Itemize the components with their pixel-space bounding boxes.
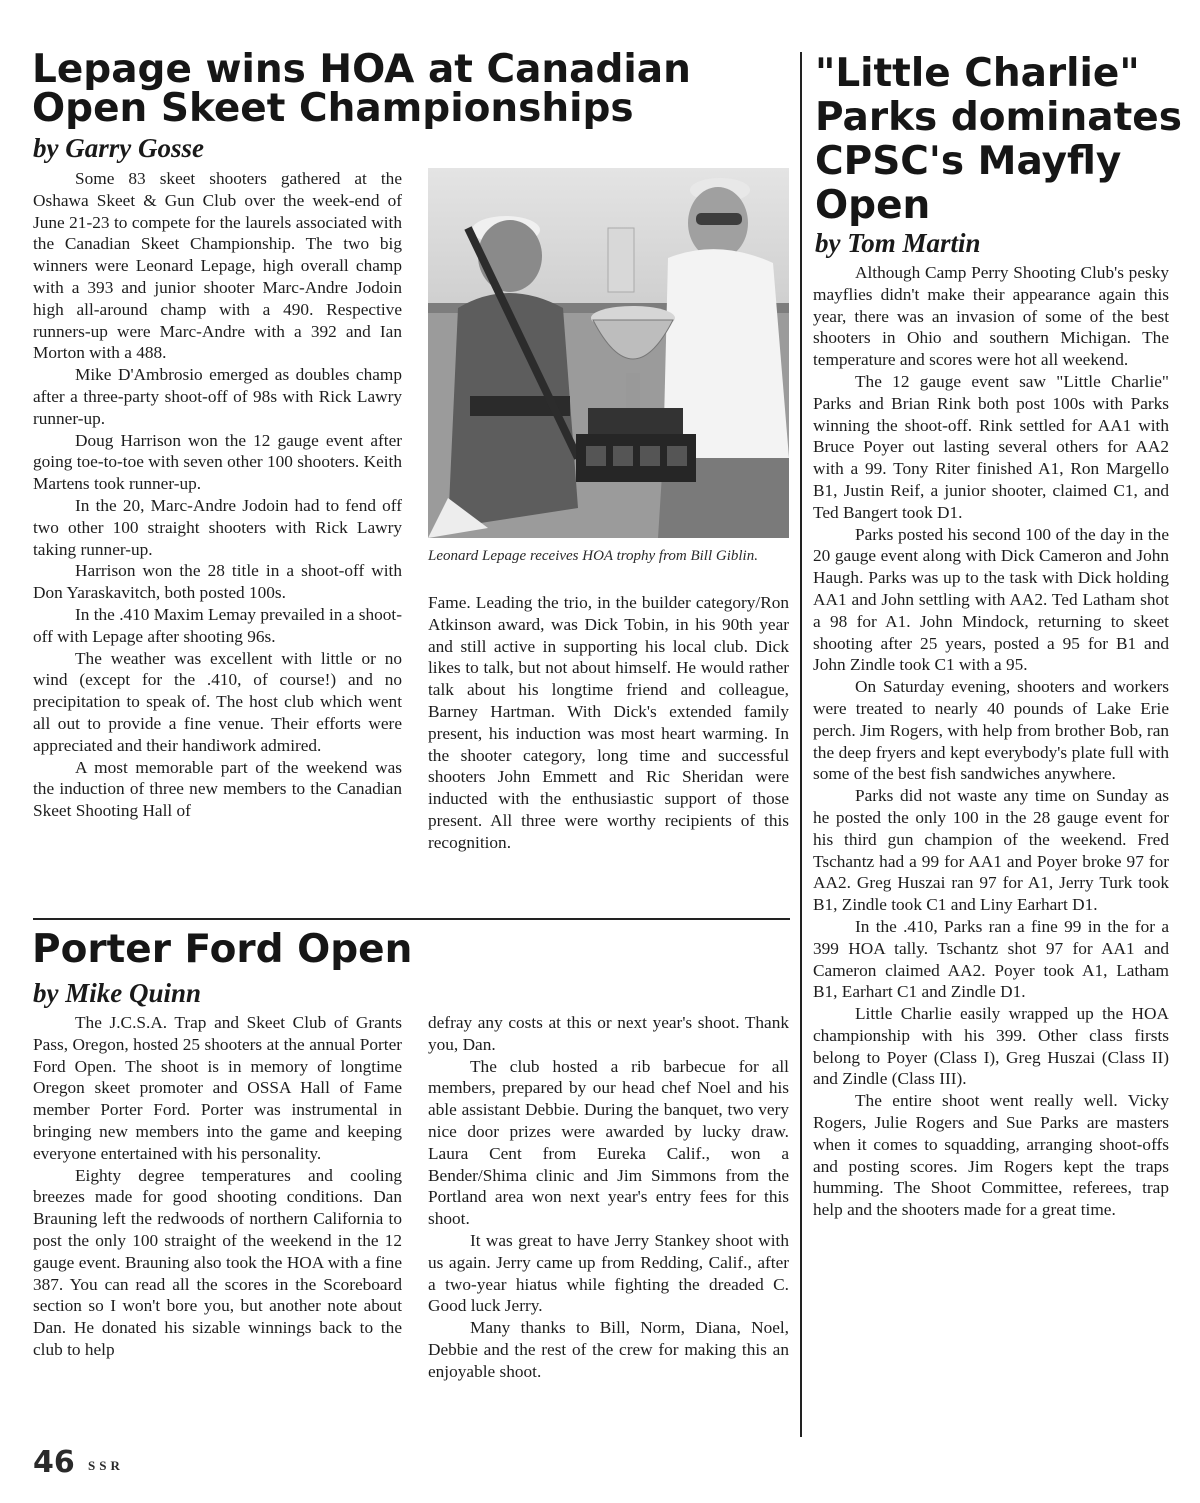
article3-column xyxy=(813,262,1169,1221)
article3-paragraph: The 12 gauge event saw "Little Charlie" Parks and Brian Rink both post 100s with Parks winning the shoot-off. Rink settled for AA1 with Bruce Poyer out lasting several others for AA2 with a 99. Tony Riter finished A1, Ron Margello B1, Justin Reif, a junior shooter, claimed C1, and Ted Bangert took D1. xyxy=(813,371,1169,522)
article3-paragraph: Little Charlie easily wrapped up the HOA championship with his 399. Other class firsts belong to Poyer (Class I), Greg Huszai (Class II) and Zindle (Class III). xyxy=(813,1004,1169,1089)
article2-paragraph: The club hosted a rib barbecue for all members, prepared by our head chef Noel and his able assistant Debbie. During the banquet, two very nice door prizes were awarded by lucky draw. Laura Cent from Eureka Calif., won a Bender/Shima clinic and Jim Simmons from the Portland area won next year's entry fees for this shoot. xyxy=(428,1056,789,1229)
article1-byline: by Garry Gosse xyxy=(33,133,204,163)
page-number: 46 xyxy=(33,1445,75,1480)
article1-paragraph: Fame. Leading the trio, in the builder category/Ron Atkinson award, was Dick Tobin, in his 90th year and still active in supporting his local club. Dick likes to talk, but not about himself. He would rather talk about his longtime friend and colleague, Barney Hartman. With Dick's extended family present, his induction was most heart warming. In the shooter category, long time and successful shooters John Emmett and Ric Sheridan were inducted with the enthusiastic support of those present. All three were worthy recipients of this recognition. xyxy=(428,593,789,852)
article2-column-1 xyxy=(33,1012,402,1361)
article1-column-1 xyxy=(33,168,402,822)
article-divider xyxy=(33,918,790,920)
article2-column-2 xyxy=(428,1012,789,1383)
article3-byline: by Tom Martin xyxy=(815,228,981,258)
article3-headline-line: Parks dominates xyxy=(815,95,1182,140)
photo-caption: Leonard Lepage receives HOA trophy from Bill Giblin. xyxy=(428,548,758,564)
article1-headline xyxy=(32,47,792,131)
article1-headline-line2: Open Skeet Championships xyxy=(32,86,634,131)
article2-paragraph: Eighty degree temperatures and cooling breezes made for good shooting conditions. Dan Brauning left the redwoods of northern California to post the only 100 straight of the weekend in the 12 gauge event. Brauning also took the HOA with a fine 387. You can read all the scores in the Scoreboard section so I won't bore you, but another note about Dan. He donated his sizable winnings back to the club to help xyxy=(33,1165,402,1359)
article3-headline-line: Open xyxy=(815,183,931,228)
article2-paragraph: It was great to have Jerry Stankey shoot with us again. Jerry came up from Redding, Calif., after a two-year hiatus while fighting the dreaded C. Good luck Jerry. xyxy=(428,1230,789,1316)
article2-headline: Porter Ford Open xyxy=(32,927,413,972)
article1-paragraph: Harrison won the 28 title in a shoot-off with Don Yaraskavitch, both posted 100s. xyxy=(33,561,402,603)
article1-paragraph: In the 20, Marc-Andre Jodoin had to fend off two other 100 straight shooters with Rick Lawry taking runner-up. xyxy=(33,495,402,559)
article1-paragraph: The weather was excellent with little or no wind (except for the .410, of course!) and no precipitation to speak of. The host club which went all out to provide a fine venue. Their efforts were appreciated and their handiwork admired. xyxy=(33,648,402,755)
article1-headline-line1: Lepage wins HOA at Canadian xyxy=(32,47,691,92)
article3-headline-line: "Little Charlie" xyxy=(815,51,1140,96)
article1-column-2 xyxy=(428,592,789,854)
article2-paragraph: defray any costs at this or next year's shoot. Thank you, Dan. xyxy=(428,1013,789,1054)
article1-paragraph: Doug Harrison won the 12 gauge event after going toe-to-toe with seven other 100 shooters. Keith Martens took runner-up. xyxy=(33,430,402,494)
article2-byline: by Mike Quinn xyxy=(33,978,202,1008)
article3-paragraph: In the .410, Parks ran a fine 99 in the for a 399 HOA tally. Tschantz shot 97 for AA1 and Cameron claimed AA2. Poyer took A1, Latham B1, Earhart C1 and Zindle D1. xyxy=(813,916,1169,1002)
article3-paragraph: Parks posted his second 100 of the day in the 20 gauge event along with Dick Cameron and John Haugh. Parks was up to the task with Dick holding AA1 and John settling with AA2. Ted Latham shot a 98 for A1. John Mindock, returning to skeet shooting after 25 years, posted a 95 for B1 and John Zindle took C1 with a 95. xyxy=(813,524,1169,675)
article1-paragraph: Some 83 skeet shooters gathered at the Oshawa Skeet & Gun Club over the week-end of June 21-23 to compete for the laurels associated with the Canadian Skeet Championship. The two big winners were Leonard Lepage, high overall champ with a 393 and junior shooter Marc-Andre Jodoin high all-around champ with a 490. Respective runners-up were Marc-Andre with a 392 and Ian Morton with a 488. xyxy=(33,169,402,363)
article1-paragraph: In the .410 Maxim Lemay prevailed in a shoot-off with Lepage after shooting 96s. xyxy=(33,604,402,646)
article3-paragraph: Although Camp Perry Shooting Club's pesky mayflies didn't make their appearance again this year, there was an invasion of some of the best shooters in Ohio and southern Michigan. The temperature and scores were hot all weekend. xyxy=(813,263,1169,370)
article1-paragraph: A most memorable part of the weekend was the induction of three new members to the Canadian Skeet Shooting Hall of xyxy=(33,757,402,821)
article1-paragraph: Mike D'Ambrosio emerged as doubles champ after a three-party shoot-off of 98s with Rick Lawry runner-up. xyxy=(33,365,402,428)
trophy-photo xyxy=(428,168,789,538)
column-rule xyxy=(800,52,802,1437)
article3-paragraph: On Saturday evening, shooters and workers were treated to nearly 40 pounds of Lake Erie perch. Jim Rogers, with help from brother Bob, ran the deep fryers and kept everybody's plate full with some of the best fish sandwiches anywhere. xyxy=(813,677,1169,784)
article3-headline xyxy=(815,52,1185,228)
article2-paragraph: The J.C.S.A. Trap and Skeet Club of Grants Pass, Oregon, hosted 25 shooters at the annual Porter Ford Open. The shoot is in memory of longtime Oregon skeet promoter and OSSA Hall of Fame member Porter Ford. Porter was instrumental in bringing new members into the game and keeping everyone entertained with his personality. xyxy=(33,1013,402,1163)
article2-paragraph: Many thanks to Bill, Norm, Diana, Noel, Debbie and the rest of the crew for making this an enjoyable shoot. xyxy=(428,1318,789,1381)
article3-paragraph: Parks did not waste any time on Sunday as he posted the only 100 in the 28 gauge event for his third gun champion of the weekend. Fred Tschantz had a 99 for AA1 and Poyer broke 97 for AA2. Greg Huszai ran 97 for A1, Jerry Turk took B1, Zindle took C1 and Liny Earhart D1. xyxy=(813,786,1169,915)
article3-paragraph: The entire shoot went really well. Vicky Rogers, Julie Rogers and Sue Parks are masters when it comes to squadding, arranging shoot-offs and posting scores. Jim Rogers kept the traps humming. The Shoot Committee, referees, trap help and the shooters made for a great time. xyxy=(813,1091,1169,1220)
article3-headline-line: CPSC's Mayfly xyxy=(815,139,1122,184)
magazine-name: SSR xyxy=(88,1458,124,1473)
